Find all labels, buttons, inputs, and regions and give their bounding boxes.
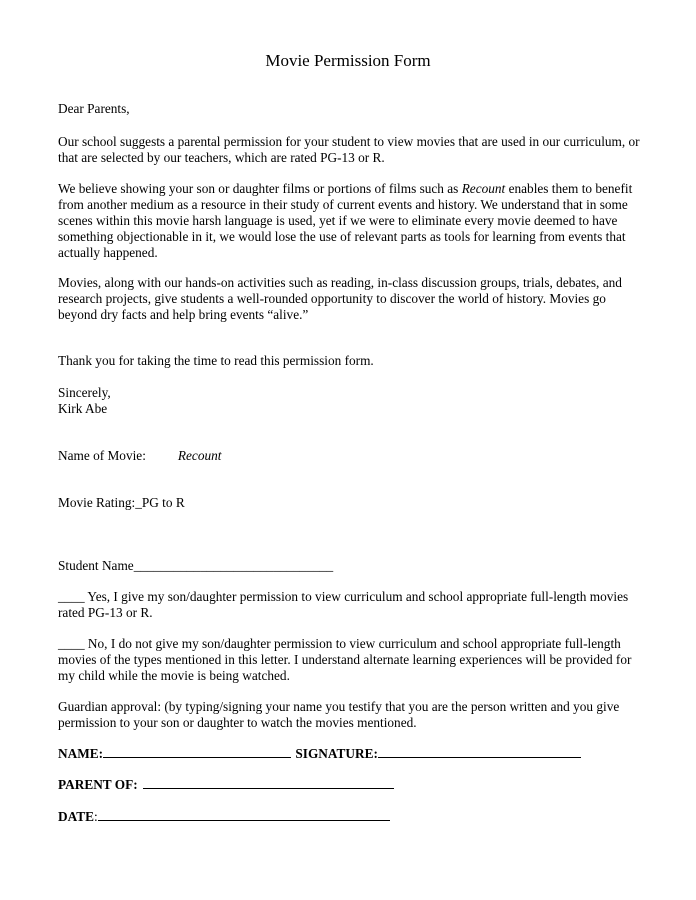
date-input-line[interactable]: [98, 819, 390, 821]
greeting: Dear Parents,: [58, 101, 130, 116]
name-input-line[interactable]: [103, 756, 291, 758]
closing: Sincerely,: [58, 385, 111, 400]
date-row: [58, 809, 648, 825]
name-label: NAME:: [58, 746, 104, 761]
parent-of-input-line[interactable]: [143, 787, 394, 789]
movie-rating: Movie Rating:_PG to R: [58, 495, 185, 510]
parent-of-row: [58, 777, 648, 793]
signature-input-line[interactable]: [378, 756, 581, 758]
no-permission-text: ____ No, I do not give my son/daughter permission to view curriculum and school appropriate full-length movies of the types mentioned in this letter. I understand alternate learning experiences will be provided for my child while the movie is being watched.: [58, 636, 632, 683]
rationale-text-end: enables them to benefit from another medium as a resource in their study of current events and history. We understand that in some scenes within this movie harsh language is used, yet if we were to eliminate every movie deemed to have something objectionable in it, we would lose the use of relevant parts as tools for learning from events that actually happened.: [58, 181, 633, 260]
movie-name-row: [58, 448, 648, 464]
rationale-text-start: We believe showing your son or daughter films or portions of films such as: [58, 181, 462, 196]
form-title: Movie Permission Form: [265, 51, 431, 70]
thanks-line: Thank you for taking the time to read this permission form.: [58, 353, 374, 368]
yes-permission-option[interactable]: [58, 589, 648, 621]
guardian-approval-note: [58, 699, 648, 731]
rationale-paragraph: [58, 181, 648, 261]
movie-name-label: Name of Movie:: [58, 448, 146, 463]
signer-name: Kirk Abe: [58, 401, 108, 416]
date-label: DATE: [58, 809, 94, 824]
student-name-field[interactable]: Student Name______________________________: [58, 558, 334, 573]
yes-permission-text: ____ Yes, I give my son/daughter permission to view curriculum and school appropriate full-length movies rated PG-13 or R.: [58, 589, 629, 620]
signature-label: SIGNATURE:: [295, 746, 378, 761]
activities-paragraph: [58, 275, 648, 323]
activities-paragraph-text: Movies, along with our hands-on activities such as reading, in-class discussion groups, trials, debates, and research projects, give students a well-rounded opportunity to discover the world of history. Movies go beyond dry facts and help bring events “alive.”: [58, 275, 622, 322]
movie-name-value: Recount: [177, 448, 222, 463]
no-permission-option[interactable]: [58, 636, 648, 684]
parent-of-label: PARENT OF:: [58, 777, 138, 792]
name-signature-row: [58, 746, 648, 762]
intro-paragraph-text: Our school suggests a parental permission for your student to view movies that are used in our curriculum, or that are selected by our teachers, which are rated PG-13 or R.: [58, 134, 640, 165]
intro-paragraph: [58, 134, 648, 166]
date-colon: :: [93, 809, 98, 824]
guardian-approval-text: Guardian approval: (by typing/signing your name you testify that you are the person written and you give permission to your son or daughter to watch the movies mentioned.: [58, 699, 620, 730]
film-title: Recount: [461, 181, 506, 196]
